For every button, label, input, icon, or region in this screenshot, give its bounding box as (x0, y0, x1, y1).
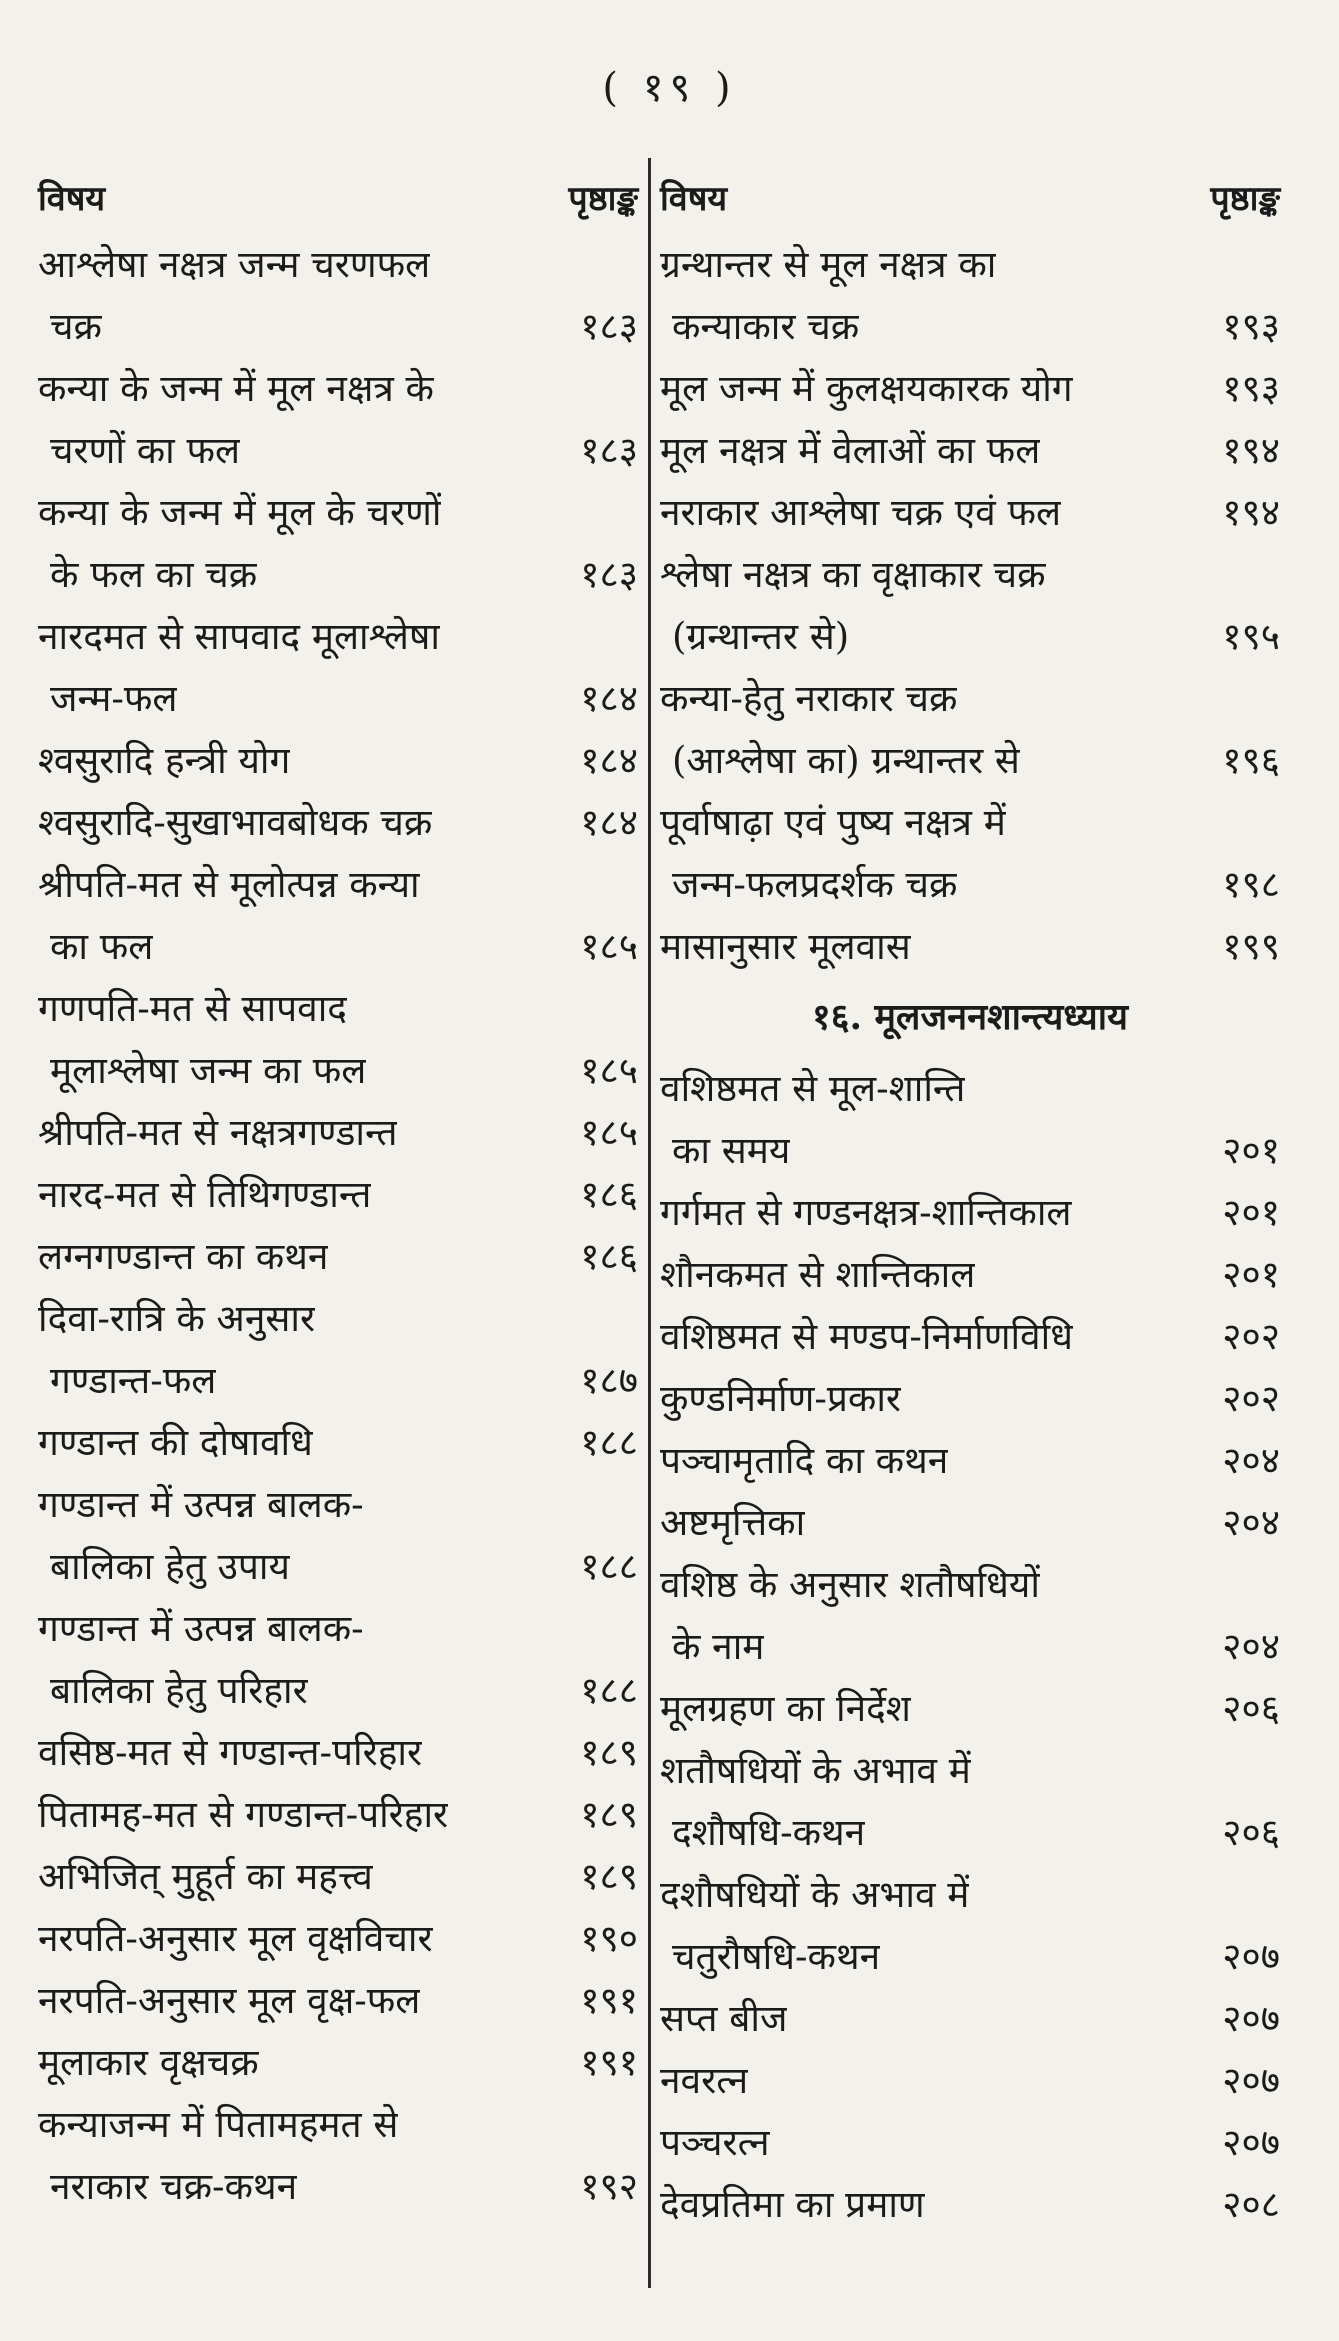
toc-entry-line (660, 358, 1280, 420)
toc-entry-line (38, 1288, 638, 1350)
toc-entry-page: १९४ (1222, 491, 1280, 534)
toc-entry-title: कन्या-हेतु नराकार चक्र (660, 677, 958, 720)
toc-entry (660, 1988, 1280, 2050)
toc-entry-line (38, 1846, 638, 1908)
toc-entry-title: नराकार चक्र-कथन (50, 2165, 298, 2208)
toc-entry-title: के फल का चक्र (50, 553, 258, 596)
toc-entry (38, 1226, 638, 1288)
page-heading: पृष्ठाङ्क (1210, 179, 1280, 219)
toc-entry-line (660, 854, 1280, 916)
toc-entry-line (660, 1988, 1280, 2050)
toc-entry-line (660, 1492, 1280, 1554)
toc-entry-page: २०७ (1222, 1997, 1280, 2040)
toc-entry-title: श्लेषा नक्षत्र का वृक्षाकार चक्र (660, 553, 1046, 596)
toc-entry (660, 916, 1280, 978)
toc-entry-page: १८८ (580, 1669, 638, 1712)
toc-entry-title: वशिष्ठ के अनुसार शतौषधियों (660, 1563, 1040, 1606)
toc-entry-page: २०१ (1222, 1129, 1280, 1172)
column-divider (648, 158, 651, 2288)
toc-entry-line (660, 606, 1280, 668)
toc-entry-title: गणपति-मत से सापवाद (38, 987, 347, 1030)
toc-entry-line (660, 420, 1280, 482)
toc-entry-page: १८९ (580, 1731, 638, 1774)
toc-entry (38, 1598, 638, 1722)
right-entries (660, 234, 1280, 978)
toc-entry-title: चक्र (50, 305, 102, 348)
left-header (38, 150, 638, 220)
toc-entry (660, 2174, 1280, 2236)
toc-entry (38, 1164, 638, 1226)
toc-entry-line (660, 1678, 1280, 1740)
toc-entry-title: कन्याकार चक्र (672, 305, 860, 348)
toc-entry-title: बालिका हेतु परिहार (50, 1669, 308, 1712)
toc-entry-line (38, 1412, 638, 1474)
toc-entry-line (38, 482, 638, 544)
toc-entry-title: दशौषधि-कथन (672, 1811, 866, 1854)
toc-entry-line (38, 296, 638, 358)
toc-entry-title: वसिष्ठ-मत से गण्डान्त-परिहार (38, 1731, 423, 1774)
toc-entry (660, 1058, 1280, 1182)
toc-entry-line (660, 1058, 1280, 1120)
toc-entry-page: १८६ (580, 1173, 638, 1216)
toc-entry-title: ग्रन्थान्तर से मूल नक्षत्र का (660, 243, 997, 286)
toc-entry-line (38, 358, 638, 420)
toc-entry (660, 420, 1280, 482)
toc-entry-line (38, 1722, 638, 1784)
toc-entry-page: १९९ (1222, 925, 1280, 968)
toc-entry (38, 1970, 638, 2032)
page-number: ( १९ ) (602, 65, 737, 111)
toc-entry (38, 1784, 638, 1846)
toc-entry-line (38, 668, 638, 730)
toc-entry-title: श्वसुरादि हन्त्री योग (38, 739, 291, 782)
toc-entry-title: आश्लेषा नक्षत्र जन्म चरणफल (38, 243, 431, 286)
toc-entry-title: शौनकमत से शान्तिकाल (660, 1253, 976, 1296)
toc-entry (660, 1678, 1280, 1740)
toc-entry-title: श्रीपति-मत से नक्षत्रगण्डान्त (38, 1111, 398, 1154)
toc-entry-line (660, 1244, 1280, 1306)
toc-entry (660, 1368, 1280, 1430)
toc-entry (38, 730, 638, 792)
toc-entry-title: पञ्चामृतादि का कथन (660, 1439, 949, 1482)
toc-entry-title: गर्गमत से गण्डनक्षत्र-शान्तिकाल (660, 1191, 1072, 1234)
toc-entry-title: देवप्रतिमा का प्रमाण (660, 2183, 925, 2226)
toc-entry (660, 1740, 1280, 1864)
toc-entry-page: २०७ (1222, 2059, 1280, 2102)
toc-entry-page: १८३ (580, 429, 638, 472)
toc-entry-line (660, 1120, 1280, 1182)
toc-entry-page: १८४ (580, 677, 638, 720)
toc-entry (660, 1306, 1280, 1368)
toc-entry-line (38, 1226, 638, 1288)
toc-entry-line (38, 1474, 638, 1536)
toc-entry-line (660, 1368, 1280, 1430)
toc-entry-title: लग्नगण्डान्त का कथन (38, 1235, 329, 1278)
left-column (38, 150, 638, 2218)
toc-entry-line (660, 1430, 1280, 1492)
toc-entry-title: बालिका हेतु उपाय (50, 1545, 290, 1588)
toc-entry-line (660, 1306, 1280, 1368)
toc-entry-title: कन्या के जन्म में मूल नक्षत्र के (38, 367, 434, 410)
toc-entry-line (38, 544, 638, 606)
toc-entry-page: १८६ (580, 1235, 638, 1278)
toc-entry-page: १८३ (580, 553, 638, 596)
toc-entry (38, 2094, 638, 2218)
toc-entry-line (660, 792, 1280, 854)
toc-entry-page: १९८ (1222, 863, 1280, 906)
toc-entry-line (660, 1802, 1280, 1864)
toc-entry-title: का समय (672, 1129, 791, 1172)
toc-entry (38, 978, 638, 1102)
toc-entry (38, 1102, 638, 1164)
toc-entry-title: नारद-मत से तिथिगण्डान्त (38, 1173, 372, 1216)
toc-entry (38, 1288, 638, 1412)
toc-entry-page: २०७ (1222, 2121, 1280, 2164)
toc-entry-page: १८५ (580, 925, 638, 968)
toc-entry-page: २०४ (1222, 1439, 1280, 1482)
toc-entry-line (660, 916, 1280, 978)
toc-entry (38, 792, 638, 854)
toc-entry (660, 544, 1280, 668)
toc-entry-title: दिवा-रात्रि के अनुसार (38, 1297, 316, 1340)
toc-entry-line (38, 1784, 638, 1846)
right-section-entries (660, 1058, 1280, 2236)
toc-entry-line (660, 2050, 1280, 2112)
toc-entry-line (660, 1740, 1280, 1802)
toc-entry-title: वशिष्ठमत से मूल-शान्ति (660, 1067, 966, 1110)
right-column (660, 150, 1280, 2236)
toc-entry-page: १८३ (580, 305, 638, 348)
toc-entry-title: वशिष्ठमत से मण्डप-निर्माणविधि (660, 1315, 1073, 1358)
toc-entry (38, 1846, 638, 1908)
subject-heading: विषय (38, 179, 106, 219)
toc-entry-title: (ग्रन्थान्तर से) (672, 615, 850, 658)
toc-entry-page: २०६ (1222, 1687, 1280, 1730)
toc-entry-line (660, 482, 1280, 544)
toc-entry (660, 234, 1280, 358)
toc-entry-line (660, 668, 1280, 730)
toc-entry (38, 358, 638, 482)
toc-entry-title: गण्डान्त में उत्पन्न बालक- (38, 1483, 364, 1526)
toc-entry (38, 854, 638, 978)
toc-entry (660, 358, 1280, 420)
toc-entry-title: नारदमत से सापवाद मूलाश्लेषा (38, 615, 440, 658)
toc-entry-title: पञ्चरत्न (660, 2121, 770, 2164)
toc-entry-page: १९६ (1222, 739, 1280, 782)
toc-entry (660, 1244, 1280, 1306)
toc-entry-page: १९३ (1222, 305, 1280, 348)
toc-entry-title: गण्डान्त में उत्पन्न बालक- (38, 1607, 364, 1650)
toc-entry-page: २०७ (1222, 1935, 1280, 1978)
toc-entry (38, 1412, 638, 1474)
toc-entry (38, 1474, 638, 1598)
toc-entry-page: १८५ (580, 1049, 638, 1092)
toc-entry-line (38, 1102, 638, 1164)
left-entries (38, 234, 638, 2218)
toc-entry-title: पूर्वाषाढ़ा एवं पुष्य नक्षत्र में (660, 801, 1006, 844)
toc-entry-page: १९१ (580, 1979, 638, 2022)
toc-entry-page: १८७ (580, 1359, 638, 1402)
toc-entry-page: १८८ (580, 1545, 638, 1588)
toc-entry-line (38, 1908, 638, 1970)
toc-entry-title: का फल (50, 925, 154, 968)
toc-entry-title: मूलग्रहण का निर्देश (660, 1687, 911, 1730)
toc-entry-title: श्वसुरादि-सुखाभावबोधक चक्र (38, 801, 433, 844)
toc-entry-title: गण्डान्त-फल (50, 1359, 217, 1402)
toc-entry-line (38, 854, 638, 916)
toc-entry-page: २०१ (1222, 1191, 1280, 1234)
toc-entry-page: २०२ (1222, 1315, 1280, 1358)
toc-entry-title: कन्या के जन्म में मूल के चरणों (38, 491, 442, 534)
toc-entry-title: शतौषधियों के अभाव में (660, 1749, 971, 1792)
toc-entry (660, 2050, 1280, 2112)
toc-entry (660, 1864, 1280, 1988)
toc-entry-line (38, 2156, 638, 2218)
toc-entry-page: १८४ (580, 739, 638, 782)
toc-entry-title: कन्याजन्म में पितामहमत से (38, 2103, 399, 2146)
toc-entry-title: नरपति-अनुसार मूल वृक्षविचार (38, 1917, 433, 1960)
toc-entry (660, 1492, 1280, 1554)
right-header (660, 150, 1280, 220)
toc-entry (660, 482, 1280, 544)
toc-entry-page: २०८ (1222, 2183, 1280, 2226)
toc-entry-title: चतुरौषधि-कथन (672, 1935, 881, 1978)
toc-entry-line (660, 296, 1280, 358)
toc-entry-line (660, 1864, 1280, 1926)
toc-entry (38, 482, 638, 606)
toc-entry-line (38, 730, 638, 792)
toc-entry-title: दशौषधियों के अभाव में (660, 1873, 970, 1916)
toc-entry-title: मूलाकार वृक्षचक्र (38, 2041, 259, 2084)
toc-entry-line (38, 1598, 638, 1660)
toc-entry-title: अभिजित् मुहूर्त का महत्त्व (38, 1855, 373, 1898)
toc-entry-line (660, 1182, 1280, 1244)
section-heading: १६. मूलजननशान्त्यध्याय (812, 996, 1128, 1038)
toc-entry-title: गण्डान्त की दोषावधि (38, 1421, 313, 1464)
toc-entry-line (38, 978, 638, 1040)
toc-entry-line (660, 544, 1280, 606)
toc-entry-line (38, 234, 638, 296)
toc-entry-title: सप्त बीज (660, 1997, 788, 2040)
toc-entry (660, 668, 1280, 792)
toc-entry-page: १९२ (580, 2165, 638, 2208)
subject-heading: विषय (660, 179, 728, 219)
toc-entry-title: नरपति-अनुसार मूल वृक्ष-फल (38, 1979, 421, 2022)
toc-entry-title: मासानुसार मूलवास (660, 925, 911, 968)
toc-entry (660, 792, 1280, 916)
toc-entry-page: १९३ (1222, 367, 1280, 410)
toc-entry-page: १९५ (1222, 615, 1280, 658)
toc-entry-page: २०६ (1222, 1811, 1280, 1854)
toc-entry-title: मूलाश्लेषा जन्म का फल (50, 1049, 367, 1092)
toc-entry-title: जन्म-फलप्रदर्शक चक्र (672, 863, 958, 906)
toc-entry-line (38, 792, 638, 854)
toc-entry-title: नराकार आश्लेषा चक्र एवं फल (660, 491, 1062, 534)
toc-entry-line (38, 1660, 638, 1722)
toc-entry-line (38, 1350, 638, 1412)
toc-entry-line (38, 2094, 638, 2156)
toc-entry (38, 2032, 638, 2094)
toc-entry-line (660, 1616, 1280, 1678)
toc-entry (660, 2112, 1280, 2174)
toc-entry-page: २०४ (1222, 1501, 1280, 1544)
toc-entry-title: कुण्डनिर्माण-प्रकार (660, 1377, 902, 1420)
toc-entry (38, 1722, 638, 1784)
toc-entry-line (38, 420, 638, 482)
toc-entry-line (38, 1536, 638, 1598)
toc-entry-page: २०२ (1222, 1377, 1280, 1420)
toc-entry-title: चरणों का फल (50, 429, 241, 472)
toc-entry-page: १९० (580, 1917, 638, 1960)
toc-entry-page: १८४ (580, 801, 638, 844)
toc-entry-line (38, 916, 638, 978)
toc-entry-title: (आश्लेषा का) ग्रन्थान्तर से (672, 739, 1020, 782)
toc-entry (38, 606, 638, 730)
toc-entry-page: १८९ (580, 1855, 638, 1898)
toc-entry-title: पितामह-मत से गण्डान्त-परिहार (38, 1793, 449, 1836)
toc-entry-page: २०१ (1222, 1253, 1280, 1296)
toc-entry-page: १९४ (1222, 429, 1280, 472)
toc-entry-line (38, 1040, 638, 1102)
toc-entry (660, 1554, 1280, 1678)
toc-entry-line (38, 606, 638, 668)
toc-entry-title: श्रीपति-मत से मूलोत्पन्न कन्या (38, 863, 420, 906)
toc-entry-line (38, 1164, 638, 1226)
toc-entry (38, 1908, 638, 1970)
toc-entry-line (660, 2174, 1280, 2236)
toc-entry-line (38, 1970, 638, 2032)
toc-entry (38, 234, 638, 358)
toc-entry-line (660, 1554, 1280, 1616)
toc-entry (660, 1430, 1280, 1492)
toc-entry-page: १८९ (580, 1793, 638, 1836)
toc-entry-title: नवरत्न (660, 2059, 749, 2102)
toc-entry-title: अष्टमृत्तिका (660, 1501, 806, 1544)
toc-entry-title: जन्म-फल (50, 677, 178, 720)
toc-entry-title: मूल जन्म में कुलक्षयकारक योग (660, 367, 1073, 410)
toc-entry-page: १९१ (580, 2041, 638, 2084)
toc-entry-line (660, 1926, 1280, 1988)
toc-entry-line (660, 234, 1280, 296)
toc-entry-page: २०४ (1222, 1625, 1280, 1668)
toc-entry-line (660, 730, 1280, 792)
toc-entry-page: १८८ (580, 1421, 638, 1464)
toc-entry-line (660, 2112, 1280, 2174)
toc-entry (660, 1182, 1280, 1244)
page-heading: पृष्ठाङ्क (568, 179, 638, 219)
toc-entry-title: के नाम (672, 1625, 765, 1668)
toc-entry-page: १८५ (580, 1111, 638, 1154)
toc-entry-title: मूल नक्षत्र में वेलाओं का फल (660, 429, 1041, 472)
toc-entry-line (38, 2032, 638, 2094)
